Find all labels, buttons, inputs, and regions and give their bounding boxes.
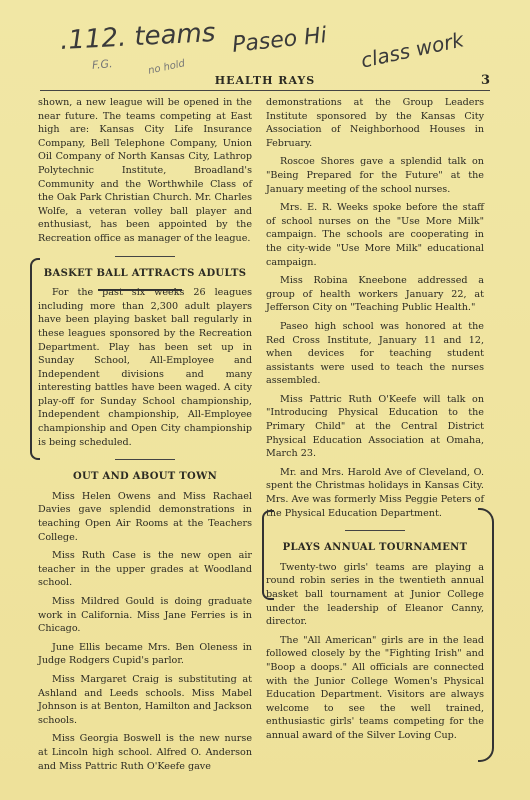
pen-bracket-tournament-left: [262, 510, 274, 600]
section-divider: [345, 530, 405, 531]
section-divider: [115, 256, 175, 257]
pen-bracket-basketball: [30, 258, 40, 460]
right-column: [266, 96, 484, 748]
news-item: June Ellis became Mrs. Ben Oleness in Judge Rodgers Cupid's parlor.: [38, 641, 252, 667]
pen-bracket-tournament: [478, 508, 494, 762]
news-item: Miss Margaret Craig is substituting at Ashland and Leeds schools. Miss Mabel Johnson is at Benton, Hamilton and Jackson schools.: [38, 673, 252, 726]
news-item: Miss Ruth Case is the new open air teacher in the upper grades at Woodland school.: [38, 550, 252, 589]
news-item: Paseo high school was honored at the Red Cross Institute, January 11 and 12, when devices for teaching student assistants were used to teach the nurses assembled.: [266, 320, 484, 387]
tournament-article-text: Twenty-two girls' teams are playing a round robin series in the twentieth annual basket ball tournament at Junior College under the leadership of Eleanor Canny, director.: [266, 561, 484, 628]
pen-underline: [98, 289, 182, 291]
basketball-headline: BASKET BALL ATTRACTS ADULTS: [43, 267, 247, 279]
news-item: Roscoe Shores gave a splendid talk on "Being Prepared for the Future" at the January meeting of the school nurses.: [266, 156, 484, 195]
news-item: demonstrations at the Group Leaders Institute sponsored by the Kansas City Association of Neighborhood Houses in February.: [266, 97, 484, 149]
out-about-town-headline: OUT AND ABOUT TOWN: [72, 471, 218, 483]
news-item: Mrs. E. R. Weeks spoke before the staff of school nurses on the "Use More Milk" campaign. The schools are cooperating in the city-wide "Use More Milk" educational campaign.: [266, 202, 484, 268]
publication-title: HEALTH RAYS: [214, 74, 316, 87]
page-header: [40, 72, 490, 91]
news-item: Miss Georgia Boswell is the new nurse at Lincoln high school. Alfred O. Anderson and Miss Pattric Ruth O'Keefe gave: [38, 733, 252, 772]
news-item: Mr. and Mrs. Harold Ave of Cleveland, O. spent the Christmas holidays in Kansas City. Mrs. Ave was formerly Miss Peggie Peters of the Physical Education Department.: [266, 466, 484, 519]
news-item: Miss Mildred Gould is doing graduate work in California. Miss Jane Ferries is in Chicago.: [38, 596, 252, 635]
handwritten-note-paseo: Paseo Hi: [230, 23, 328, 58]
volleyball-continued-text: shown, a new league will be opened in the near future. The teams competing at East high are: Kansas City Life Insurance Company, Bell Telephone Company, Union Oil Company of North Kansas City, Lathrop Polytechnic Institute, Broadland's Community and the Worthwhile Class of the Oak Park Christian Church. Mr. Charles Wolfe, a veteran volley ball player and enthusiast, has been appointed by the Recreation office as manager of the league.: [38, 97, 252, 244]
news-item: Miss Robina Kneebone addressed a group of health workers January 22, at Jefferson City on "Teaching Public Health.": [266, 275, 484, 314]
handwritten-note-small-1: F.G.: [91, 57, 113, 72]
tournament-headline: PLAYS ANNUAL TOURNAMENT: [282, 542, 468, 554]
page-number: 3: [480, 73, 490, 88]
news-item: Miss Helen Owens and Miss Rachael Davies gave splendid demonstrations in teaching Open Air Rooms at the Teachers College.: [38, 490, 252, 543]
handwritten-note-teams: .112. teams: [59, 17, 217, 57]
handwritten-note-small-2: no hold: [147, 58, 186, 77]
section-divider: [115, 459, 175, 460]
tournament-article-text: The "All American" girls are in the lead followed closely by the "Fighting Irish" and "Boop a doops." All officials are connected with the Junior College Women's Physical Education Department. Visitors are always welcome to see the well trained, enthusiastic girls' teams competing for the annual award of the Silver Loving Cup.: [266, 634, 484, 741]
news-item: Miss Pattric Ruth O'Keefe will talk on "Introducing Physical Education to the Primary Child" at the Central District Physical Education Association at Omaha, March 23.: [266, 393, 484, 460]
handwritten-note-class-work: class work: [358, 27, 466, 73]
left-column: [38, 96, 252, 778]
basketball-article-text: For the past six weeks 26 leagues including more than 2,300 adult players have been playing basket ball regularly in these leagues sponsored by the Recreation Department. Play has been set up in Sunday School, All-Employee and Independent divisions and many interesting battles have been waged. A city play-off for Sunday School championship, Independent championship, All-Employee championship and Open City championship is being scheduled.: [38, 287, 252, 448]
